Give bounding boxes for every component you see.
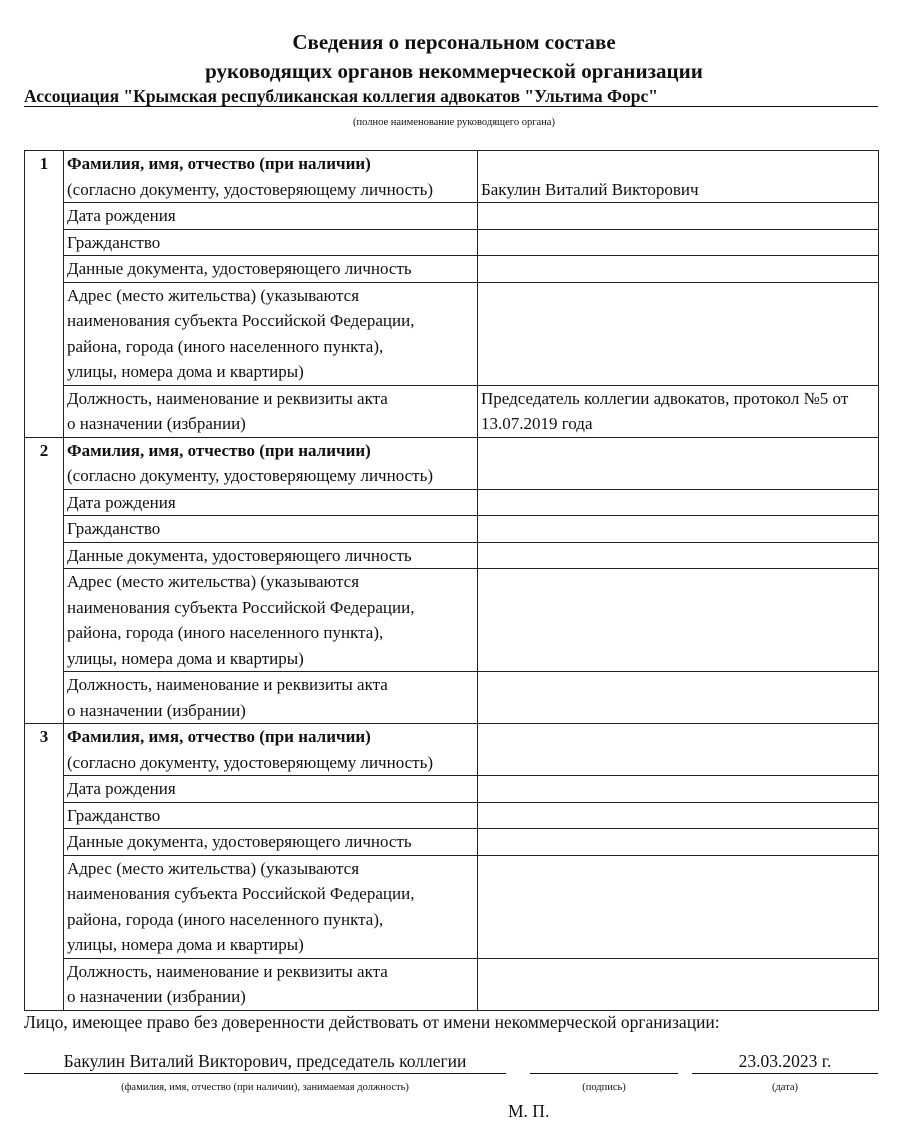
field-label-full-name	[64, 437, 478, 489]
label-line: Дата рождения	[67, 492, 176, 512]
field-value-id-document	[478, 829, 879, 856]
signature-caption: (подпись)	[582, 1082, 626, 1093]
field-value-full-name	[478, 437, 879, 489]
date-field: 23.03.2023 г.	[692, 1049, 878, 1074]
field-label-position	[64, 958, 478, 1010]
organization-caption: (полное наименование руководящего органа)	[353, 117, 555, 128]
label-line: Должность, наименование и реквизиты акта	[67, 675, 388, 694]
field-label-citizenship	[64, 229, 478, 256]
field-label-address	[64, 282, 478, 385]
field-value-full-name: Бакулин Виталий Викторович	[478, 151, 879, 203]
field-value-address	[478, 282, 879, 385]
label-line: района, города (иного населенного пункта),	[67, 336, 384, 356]
field-value-position: Председатель коллегии адвокатов, протокол №5 от 13.07.2019 года	[478, 385, 879, 437]
field-label-position	[64, 672, 478, 724]
signer-name-field: Бакулин Виталий Викторович, председатель коллегии	[24, 1049, 506, 1074]
label-line: наименования субъекта Российской Федерации,	[67, 311, 415, 330]
label-line: Данные документа, удостоверяющего личность	[67, 832, 412, 851]
member-1-row-birth-date	[25, 203, 879, 230]
label-line: Гражданство	[67, 805, 161, 825]
label-line: Должность, наименование и реквизиты акта	[67, 961, 388, 981]
date-caption: (дата)	[771, 1082, 799, 1093]
field-value-citizenship	[478, 229, 879, 256]
member-2-row-id-document	[25, 542, 879, 569]
field-value-id-document	[478, 542, 879, 569]
field-label-id-document	[64, 829, 478, 856]
field-value-birth-date	[478, 203, 879, 230]
label-line: Адрес (место жительства) (указываются	[67, 285, 360, 305]
member-1-row-citizenship	[25, 229, 879, 256]
label-line: о назначении (избрании)	[67, 414, 246, 433]
label-line: улицы, номера дома и квартиры)	[67, 362, 304, 381]
member-number: 2	[25, 437, 64, 724]
label-line: (согласно документу, удостоверяющему личность)	[67, 179, 434, 199]
label-line: улицы, номера дома и квартиры)	[67, 935, 304, 954]
member-3-row-id-document	[25, 829, 879, 856]
member-3-row-birth-date	[25, 776, 879, 803]
member-3-row-full-name	[25, 724, 879, 776]
label-line: Фамилия, имя, отчество (при наличии)	[67, 727, 371, 746]
label-line: Данные документа, удостоверяющего личность	[67, 259, 412, 278]
label-line: Гражданство	[67, 232, 161, 252]
label-line: Дата рождения	[67, 779, 176, 798]
label-line: Фамилия, имя, отчество (при наличии)	[67, 154, 371, 173]
field-label-full-name	[64, 724, 478, 776]
label-line: Дата рождения	[67, 206, 176, 225]
signer-intro: Лицо, имеющее право без доверенности действовать от имени некоммерческой организации:	[24, 1012, 720, 1032]
member-3-row-address	[25, 855, 879, 958]
member-2-row-position	[25, 672, 879, 724]
member-number: 3	[25, 724, 64, 1011]
field-value-birth-date	[478, 489, 879, 516]
field-value-address	[478, 569, 879, 672]
field-label-id-document	[64, 542, 478, 569]
field-label-birth-date	[64, 203, 478, 230]
member-2-row-citizenship	[25, 516, 879, 543]
label-line: (согласно документу, удостоверяющему личность)	[67, 466, 434, 485]
label-line: о назначении (избрании)	[67, 987, 246, 1006]
signature-field	[530, 1049, 678, 1074]
field-label-position	[64, 385, 478, 437]
member-1-row-address	[25, 282, 879, 385]
field-label-birth-date	[64, 776, 478, 803]
field-value-citizenship	[478, 802, 879, 829]
field-value-full-name	[478, 724, 879, 776]
field-label-citizenship	[64, 516, 478, 543]
form-title-line2: руководящих органов некоммерческой организации	[205, 59, 703, 83]
field-value-address	[478, 855, 879, 958]
label-line: района, города (иного населенного пункта),	[67, 623, 384, 642]
form-title-line1: Сведения о персональном составе	[292, 30, 616, 54]
field-value-birth-date	[478, 776, 879, 803]
label-line: о назначении (избрании)	[67, 700, 246, 720]
field-label-citizenship	[64, 802, 478, 829]
field-label-birth-date	[64, 489, 478, 516]
field-label-full-name	[64, 151, 478, 203]
label-line: Адрес (место жительства) (указываются	[67, 572, 360, 591]
label-line: Фамилия, имя, отчество (при наличии)	[67, 440, 371, 460]
member-2-row-address	[25, 569, 879, 672]
field-label-address	[64, 569, 478, 672]
label-line: Адрес (место жительства) (указываются	[67, 858, 360, 878]
member-1-row-id-document	[25, 256, 879, 283]
member-number: 1	[25, 151, 64, 438]
label-line: Гражданство	[67, 519, 161, 538]
label-line: Должность, наименование и реквизиты акта	[67, 388, 388, 408]
members-table	[24, 150, 879, 1011]
label-line: улицы, номера дома и квартиры)	[67, 648, 304, 668]
label-line: наименования субъекта Российской Федерации,	[67, 597, 415, 617]
label-line: района, города (иного населенного пункта),	[67, 909, 384, 929]
member-1-row-full-name	[25, 151, 879, 203]
member-1-row-position	[25, 385, 879, 437]
member-3-row-position	[25, 958, 879, 1010]
field-label-id-document	[64, 256, 478, 283]
member-2-row-birth-date	[25, 489, 879, 516]
member-3-row-citizenship	[25, 802, 879, 829]
field-label-address	[64, 855, 478, 958]
label-line: Данные документа, удостоверяющего личность	[67, 545, 412, 565]
field-value-position	[478, 672, 879, 724]
label-line: (согласно документу, удостоверяющему личность)	[67, 752, 434, 772]
stamp-place: М. П.	[508, 1101, 550, 1121]
field-value-citizenship	[478, 516, 879, 543]
signer-name-caption: (фамилия, имя, отчество (при наличии), занимаемая должность)	[121, 1082, 409, 1093]
organization-name: Ассоциация "Крымская республиканская коллегия адвокатов "Ультима Форс"	[24, 86, 878, 107]
label-line: наименования субъекта Российской Федерации,	[67, 884, 415, 903]
field-value-position	[478, 958, 879, 1010]
member-2-row-full-name	[25, 437, 879, 489]
field-value-id-document	[478, 256, 879, 283]
